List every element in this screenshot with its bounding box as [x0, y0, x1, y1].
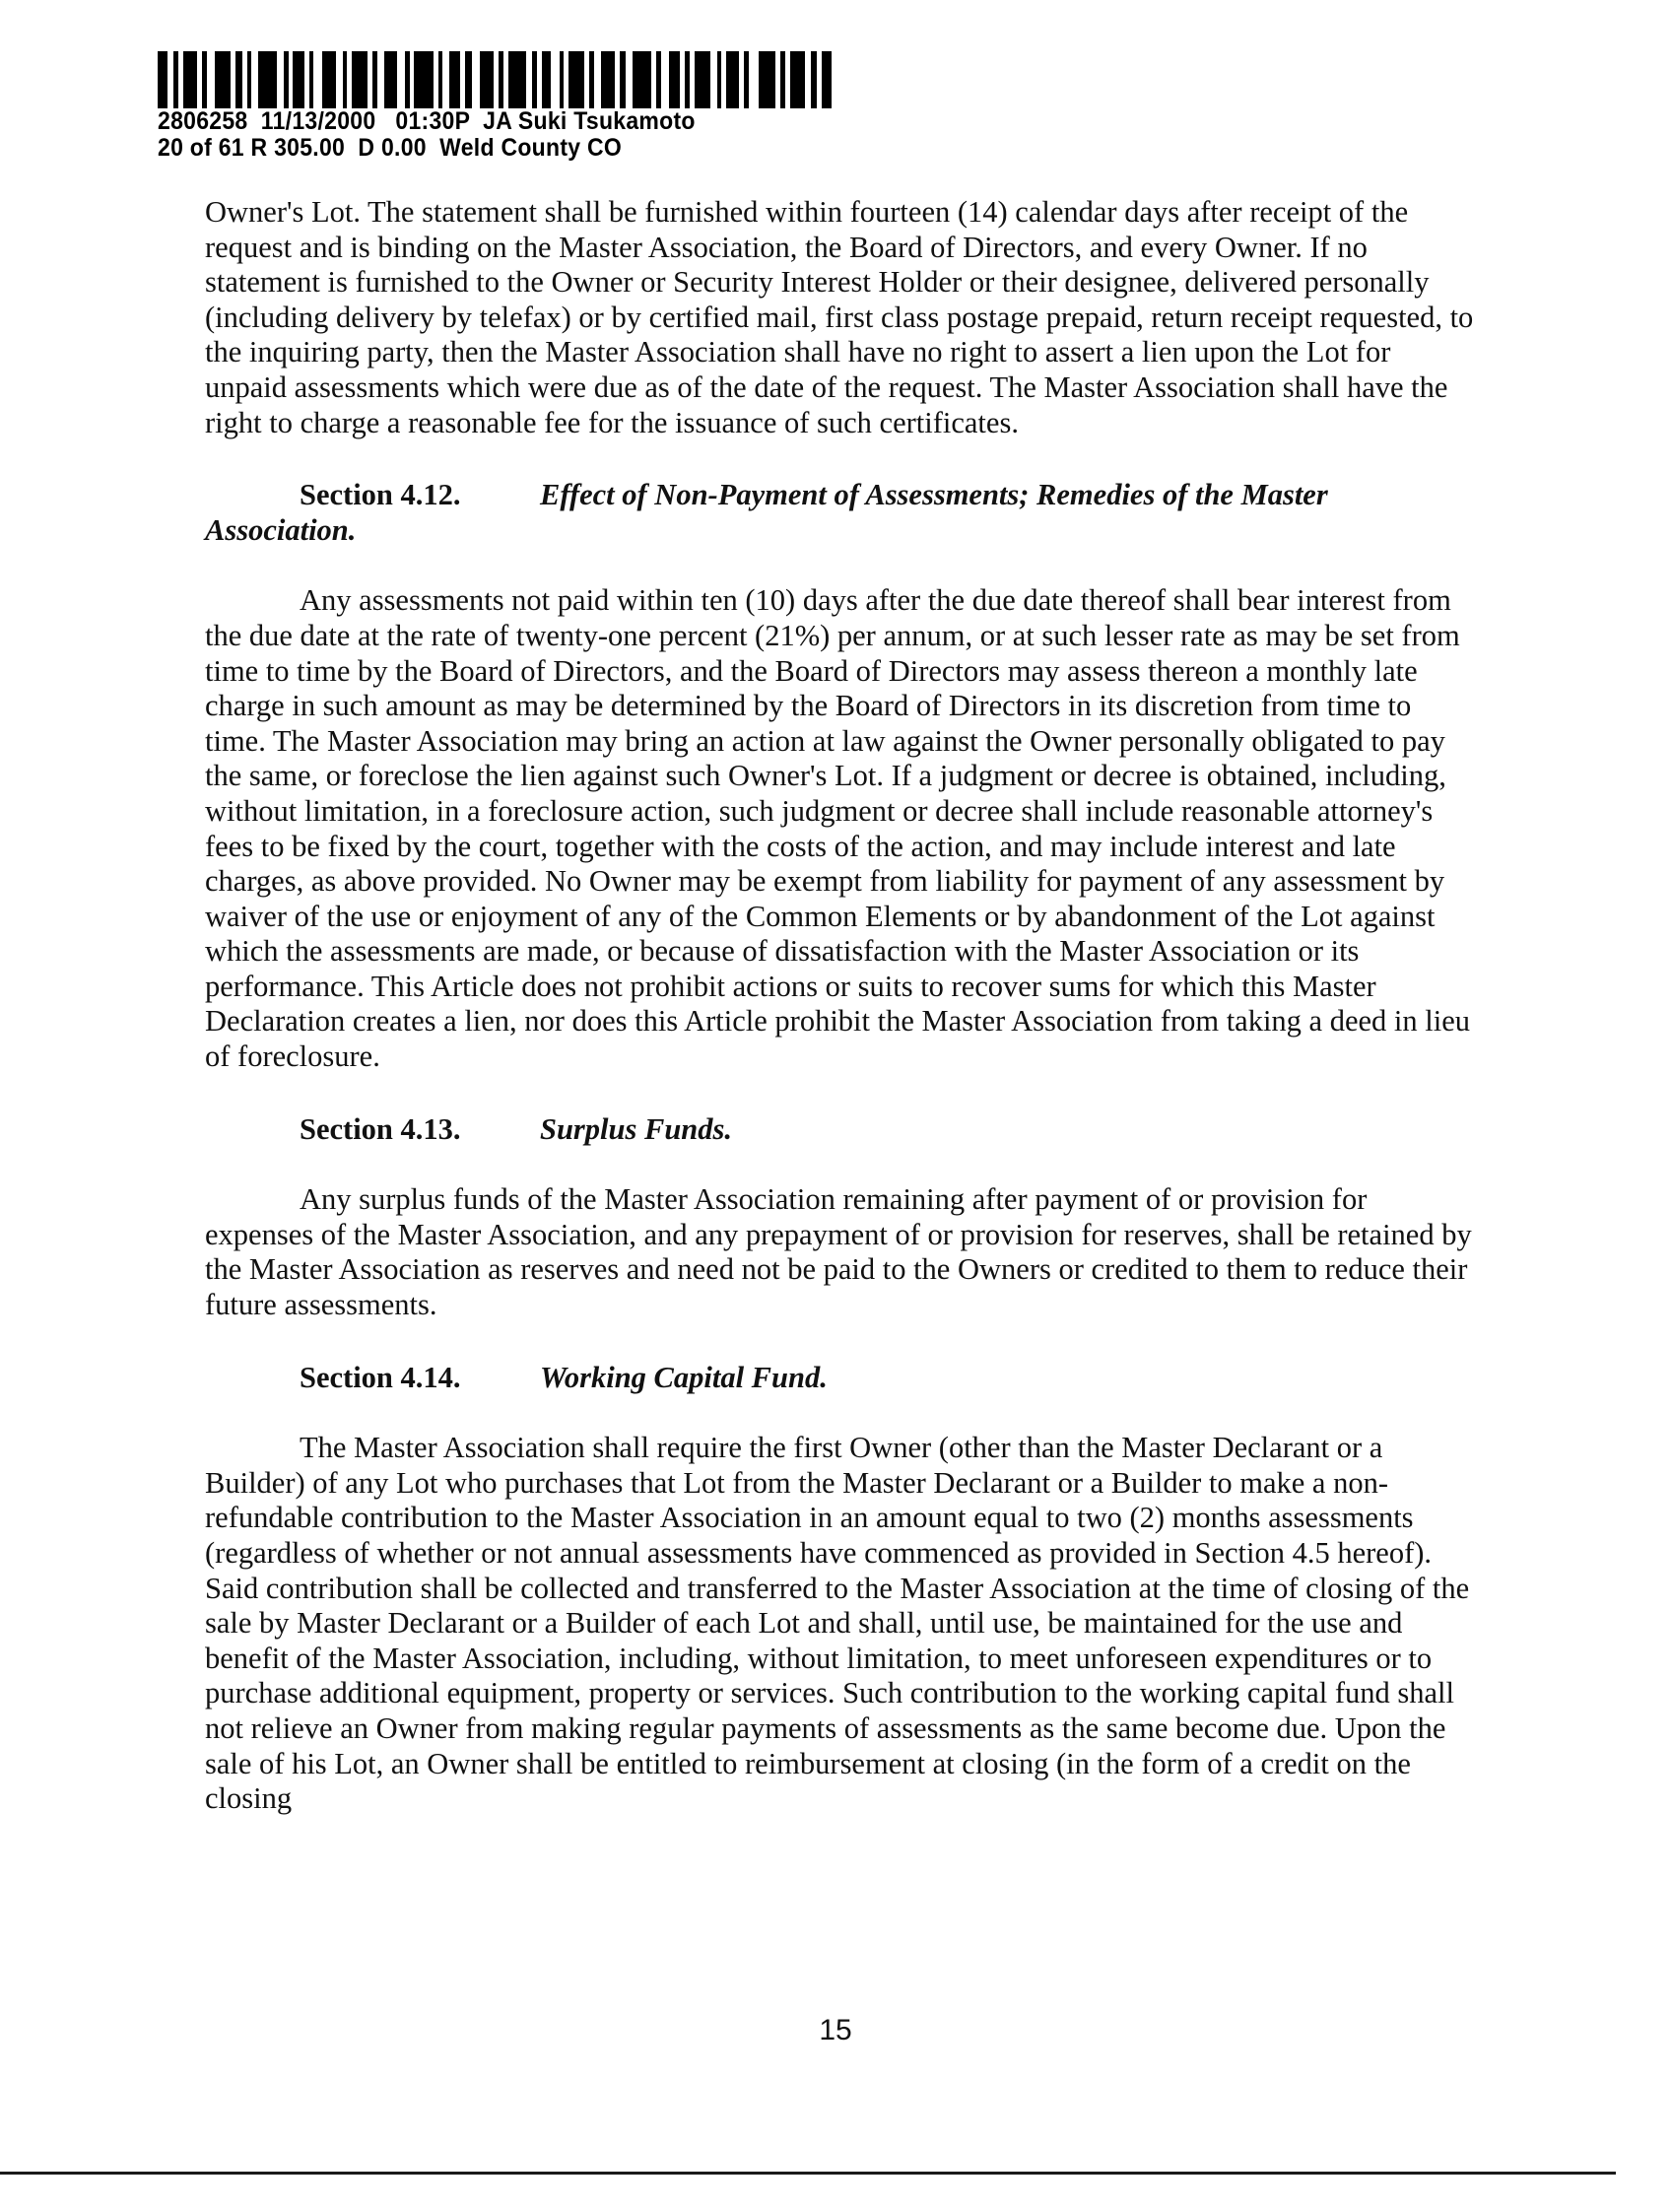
page-number: 15	[819, 2014, 852, 2046]
section-heading-4-12	[205, 478, 1476, 548]
section-number: Section 4.14.	[300, 1360, 461, 1394]
scan-edge-rule	[0, 2172, 1616, 2175]
section-body-4-12: Any assessments not paid within ten (10) days after the due date thereof shall bear interest from the due date at the rate of twenty-one percent (21%) per annum, or at such lesser rate as may be set from time to time by the Board of Directors, and the Board of Directors may assess thereon a monthly late charge in such amount as may be determined by the Board of Directors in its discretion from time to time. The Master Association may bring an action at law against the Owner personally obligated to pay the same, or foreclose the lien against such Owner's Lot. If a judgment or decree is obtained, including, without limitation, in a foreclosure action, such judgment or decree shall include reasonable attorney's fees to be fixed by the court, together with the costs of the action, and may include interest and late charges, as above provided. No Owner may be exempt from liability for payment of any assessment by waiver of the use or enjoyment of any of the Common Elements or by abandonment of the Lot against which the assessments are made, or because of dissatisfaction with the Master Association or its performance. This Article does not prohibit actions or suits to recover sums for which this Master Declaration creates a lien, nor does this Article prohibit the Master Association from taking a deed in lieu of foreclosure.	[205, 583, 1471, 1074]
section-title: Working Capital Fund.	[540, 1360, 828, 1394]
section-heading-4-13	[205, 1112, 1476, 1148]
section-heading-4-14	[205, 1361, 1476, 1396]
section-title: Surplus Funds.	[540, 1111, 732, 1146]
document-body	[205, 195, 1476, 1817]
recording-stamp	[158, 51, 837, 162]
section-number: Section 4.13.	[300, 1111, 461, 1146]
section-title: Effect of Non-Payment of Assessments; Remedies of the Master Association.	[205, 478, 1328, 547]
recording-stamp-line-1: 2806258 11/13/2000 01:30P JA Suki Tsukamoto	[158, 107, 696, 135]
barcode-graphic	[158, 51, 837, 108]
section-body-4-14: The Master Association shall require the first Owner (other than the Master Declarant or a Builder) of any Lot who purchases that Lot from the Master Declarant or a Builder to make a non-refundable contribution to the Master Association in an amount equal to two (2) months assessments (regardless of whether or not annual assessments have commenced as provided in Section 4.5 hereof). Said contribution shall be collected and transferred to the Master Association at the time of closing of the sale by Master Declarant or a Builder of each Lot and shall, until use, be maintained for the use and benefit of the Master Association, including, without limitation, to meet unforeseen expenditures or to purchase additional equipment, property or services. Such contribution to the working capital fund shall not relieve an Owner from making regular payments of assessments as the same become due. Upon the sale of his Lot, an Owner shall be entitled to reimbursement at closing (in the form of a credit on the closing	[205, 1431, 1470, 1816]
section-number: Section 4.12.	[300, 478, 461, 512]
section-body-4-13: Any surplus funds of the Master Association remaining after payment of or provision for expenses of the Master Association, and any prepayment of or provision for reserves, shall be retained by the Master Association as reserves and need not be paid to the Owners or credited to them to reduce their future assessments.	[205, 1182, 1472, 1322]
recording-stamp-line-2: 20 of 61 R 305.00 D 0.00 Weld County CO	[158, 134, 623, 162]
continuation-paragraph: Owner's Lot. The statement shall be furnished within fourteen (14) calendar days after receipt of the request and is binding on the Master Association, the Board of Directors, and every Owner. If no statement is furnished to the Owner or Security Interest Holder or their designee, delivered personally (including delivery by telefax) or by certified mail, first class postage prepaid, return receipt requested, to the inquiring party, then the Master Association shall have no right to assert a lien upon the Lot for unpaid assessments which were due as of the date of the request. The Master Association shall have the right to charge a reasonable fee for the issuance of such certificates.	[205, 195, 1474, 439]
